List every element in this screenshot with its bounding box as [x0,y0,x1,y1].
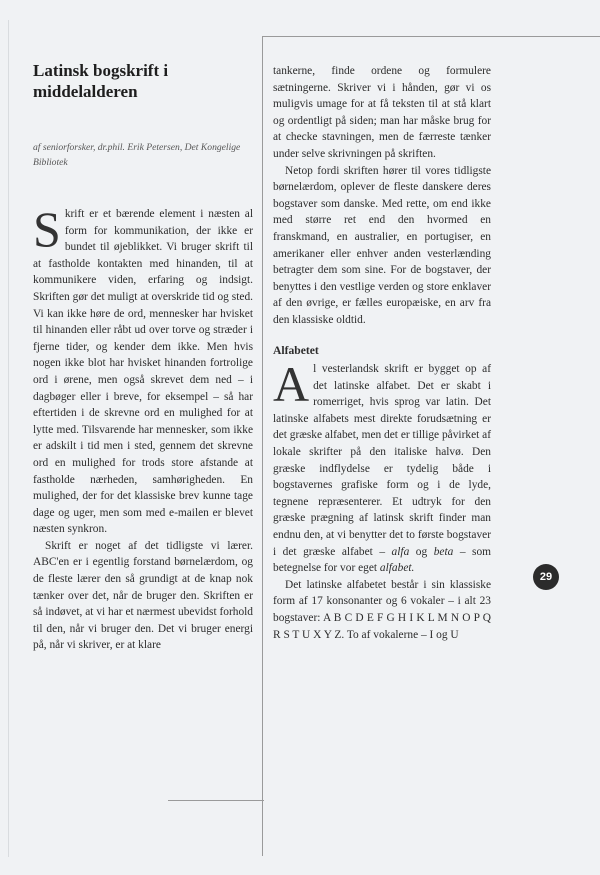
dropcap-s: S [33,201,61,257]
article-title: Latinsk bogskrift i middelalderen [33,61,169,101]
italic-alfabet: alfabet. [379,562,415,575]
intro-paragraph [33,201,253,538]
article-byline: af seniorforsker, dr.phil. Erik Petersen, Det Kongelige Bibliotek [33,142,241,168]
right-column [273,63,491,643]
top-rule [262,36,600,37]
italic-alfa: alfa [391,545,410,558]
alphabet-text-b: og [409,545,434,558]
paragraph-5: Det latinske alfabetet består i sin klassiske form af 17 konsonanter og 6 vokaler – i alt 23 bogstaver: A B C D E F G H I K L M N O P Q R S T U X Y Z. To af vokalerne – I og U [273,578,491,641]
left-column [33,60,253,654]
alphabet-text: l vesterlandsk skrift er bygget op af det latinske alfabet. Det er skabt i romerriget, hvis sprog var latin. Det latinske alfabets mest direkte forudsætning er det græske alfabet, men det er tillige påvirket af lokale skrifter på den italiske halvø. Den græske indflydelse er tydelig både i bogstavernes grafiske form og i de lyde, tegnene repræsenterer. Et udtryk for den græske prægning af latinsk skrift finder man endnu den, at vi benytter det to første bogstaver i det græske alfabet – [273,363,491,558]
alphabet-paragraph [273,356,491,577]
dropcap-a: A [273,356,310,413]
section-heading: Alfabetet [273,343,319,357]
alphabet-text-c: – som betegnelse for vor eget [273,545,491,575]
intro-text: krift er et bærende element i næsten al form for kommunikation, der ikke er bundet til øjeblikket. Vi bruger skrift til at fastholde kontakten med hinanden, til at kommunikere viden, erfaring og indsigt. Skriften gør det muligt at overskride tid og sted. Vi kan ikke høre de ord, mennesker har hvisket til hinanden eller råbt ud over torve og stræder i fjerne tider, og kender dem ikke. Men hvis nogen ikke blot har hvisket hinanden fortrolige ord i ørene, men også skrevet dem ned – i dagbøger eller i breve, for eksempel – så har eftertiden i de skrevne ord en mulighed for at lytte med. Tilsvarende har mennesker, som ikke er adskilt i tid men i sted, gennem det skrevne ord en mulighed for trods store afstande at fastholde nærheden, samhørigheden. En mulighed, der for det klassiske brev kunne tage dage og uger, men som med e-mailen er blevet næsten synkron. [33,208,253,536]
margin-rule [8,20,9,857]
column-divider [262,36,263,856]
paragraph-3: Netop fordi skriften hører til vores tidligste børnelærdom, oplever de fleste danskere deres bogstaver som danske. Med rette, om end ikke med større ret end den hvormed en franskmand, en australier, en portugiser, en amerikaner eller enhver anden vesterlænding betragter dem som sine. For de bogstaver, der benyttes i den vestlige verden og store enklaver af den øvrige, er fælles europæiske, en arv fra den klassiske oldtid. [273,164,491,326]
bottom-rule [168,800,264,801]
paragraph-2: Skrift er noget af det tidligste vi lærer. ABC'en er i egentlig forstand børnelærdom, og de fleste lærer den så grundigt at de knap nok tænker over det, når de bruger den. Skriften er så indøvet, at vi har et nærmest ubevidst forhold til den, når vi bruger den. Det vi bruger energi på, når vi skriver, er at klare [33,539,253,652]
italic-beta: beta [433,545,454,558]
page-number-badge: 29 [533,564,559,590]
paragraph-2-continued: tankerne, finde ordene og formulere sætningerne. Skriver vi i hånden, gør vi os muligvis umage for at få teksten til at stå klart og ordentligt på siden; man har måske brug for at checke stavningen, men de færreste tænker under selve skrivningen på skriften. [273,65,491,160]
